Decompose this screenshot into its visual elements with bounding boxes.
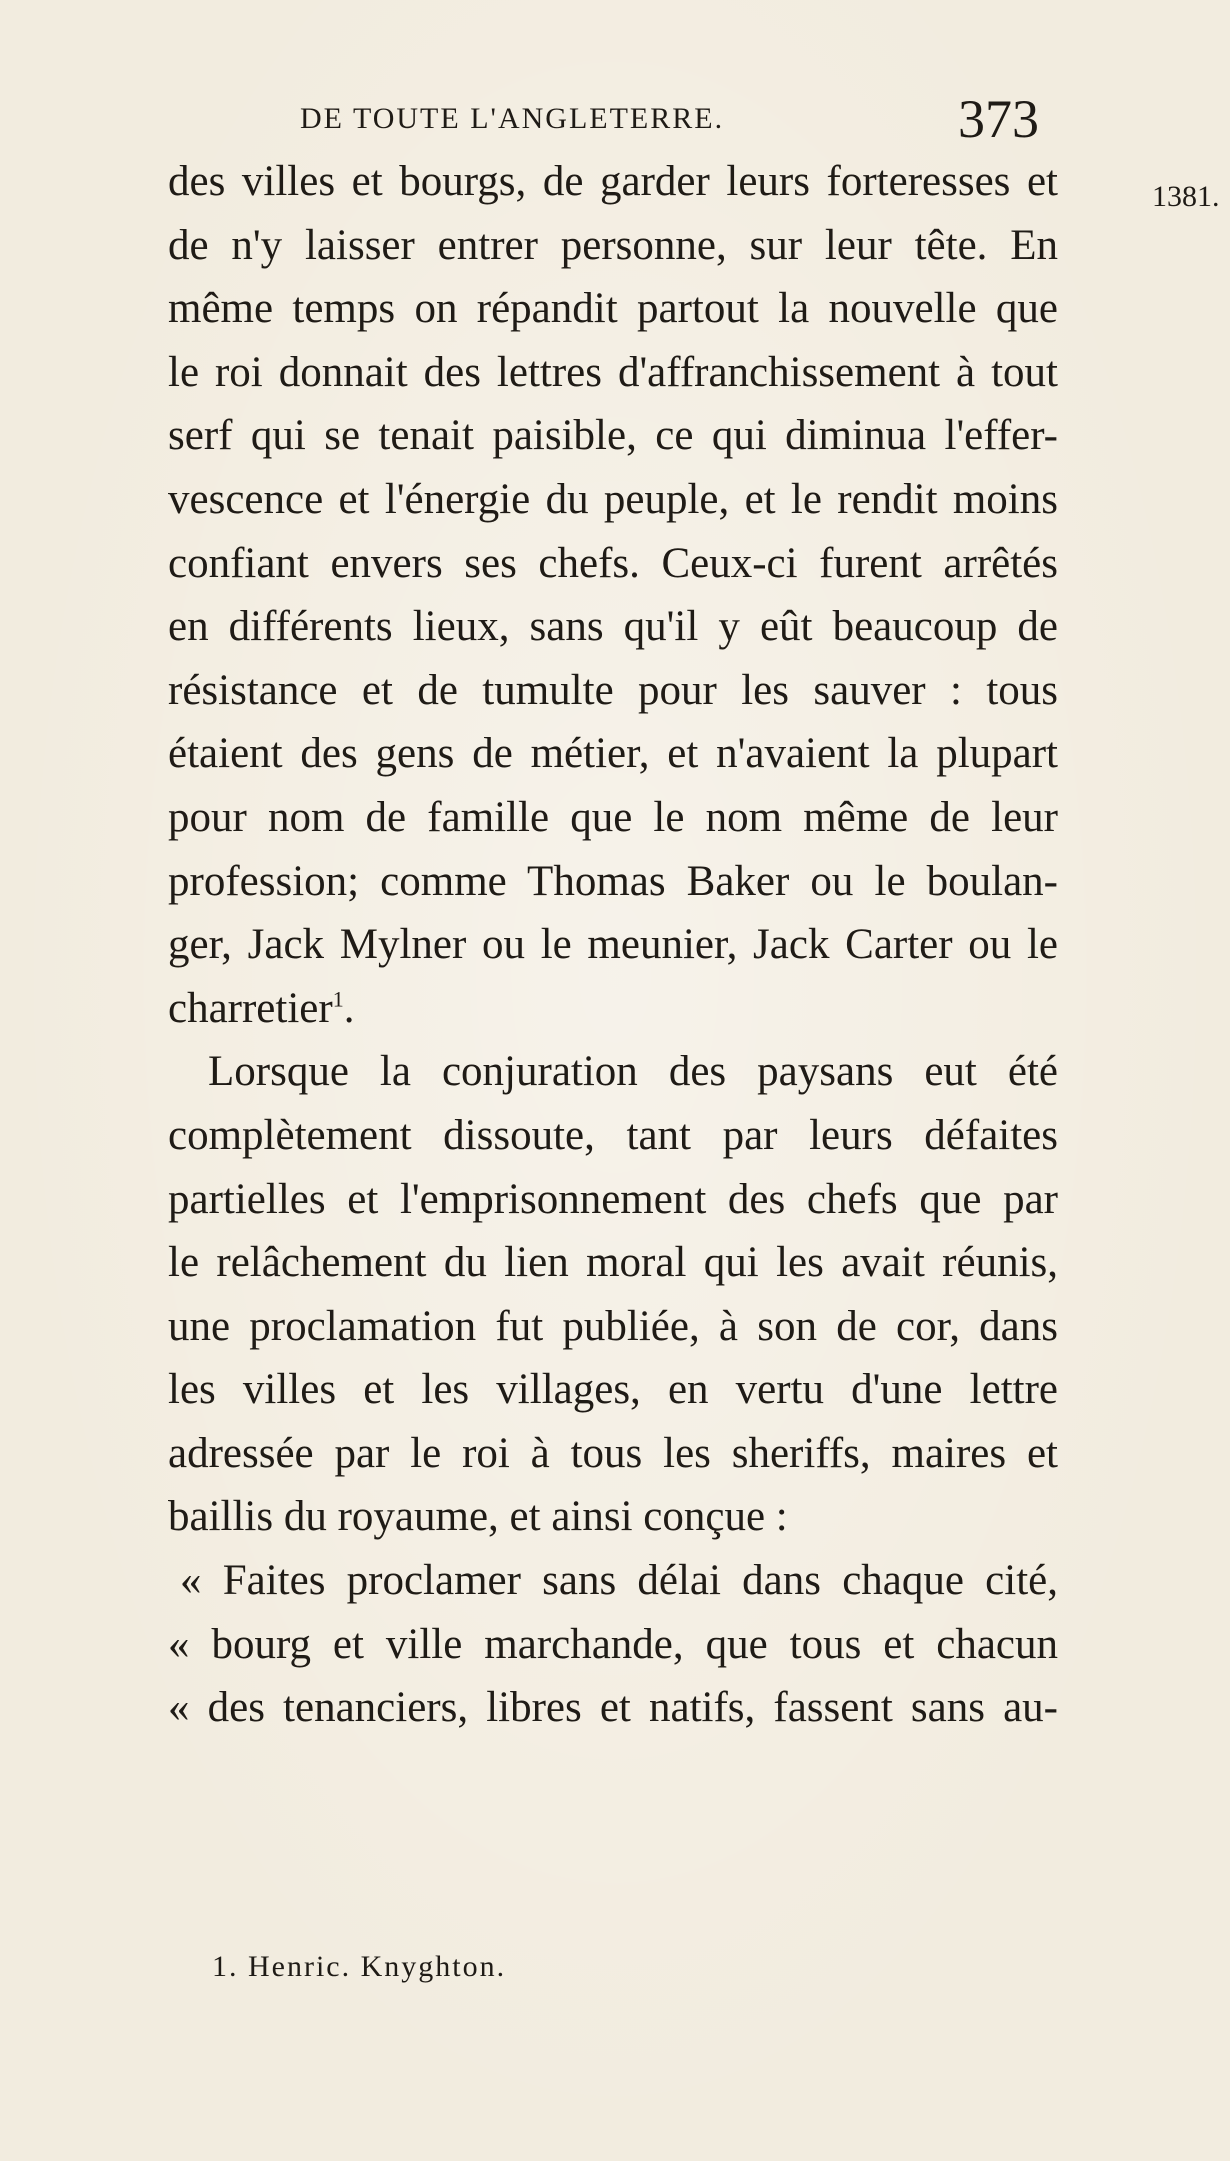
text-line-23: « Faites proclamer sans délai dans chaque cité, [180, 1557, 1058, 1605]
footnote-reference[interactable]: 1 [332, 986, 344, 1012]
text-line-11: pour nom de famille que le nom même de leur [168, 793, 1058, 841]
text-line-19: une proclamation fut publiée, à son de cor, dans [168, 1302, 1058, 1350]
text-line-17: partielles et l'emprisonnement des chefs que par [168, 1175, 1058, 1223]
text-line-8: en différents lieux, sans qu'il y eût beaucoup de [168, 603, 1058, 651]
text-line-13: ger, Jack Mylner ou le meunier, Jack Carter ou le [168, 921, 1058, 969]
text-line-7: confiant envers ses chefs. Ceux-ci furent arrêtés [168, 539, 1058, 587]
text-line-14 [168, 977, 1058, 1041]
text-line-25: « des tenanciers, libres et natifs, fassent sans au- [168, 1684, 1058, 1732]
text-line-4: le roi donnait des lettres d'affranchissement à tout [168, 348, 1058, 396]
text-line-20: les villes et les villages, en vertu d'une lettre [168, 1366, 1058, 1414]
page-number: 373 [958, 89, 1039, 149]
text-line-3: même temps on répandit partout la nouvelle que [168, 285, 1058, 333]
text-line-24: « bourg et ville marchande, que tous et chacun [168, 1620, 1058, 1668]
text-line-16: complètement dissoute, tant par leurs défaites [168, 1111, 1058, 1159]
text-line-10: étaient des gens de métier, et n'avaient la plupart [168, 730, 1058, 778]
text-line-15: Lorsque la conjuration des paysans eut été [208, 1048, 1058, 1096]
margin-date-note: 1381. [1152, 180, 1220, 213]
text-line-2: de n'y laisser entrer personne, sur leur tête. En [168, 221, 1058, 269]
text-line-22: baillis du royaume, et ainsi conçue : [168, 1493, 788, 1541]
text-line-21: adressée par le roi à tous les sheriffs, maires et [168, 1429, 1058, 1477]
text-line-1: des villes et bourgs, de garder leurs forteresses et [168, 158, 1058, 205]
text-line-12: profession; comme Thomas Baker ou le boulan- [168, 857, 1058, 905]
running-title: DE TOUTE L'ANGLETERRE. [300, 102, 725, 135]
text-line-6: vescence et l'énergie du peuple, et le rendit moins [168, 475, 1058, 523]
text-line-9: résistance et de tumulte pour les sauver : tous [168, 666, 1058, 714]
paragraph-end-period: . [343, 984, 355, 1032]
paragraph-end-text: charretier [168, 984, 333, 1032]
footnote: 1. Henric. Knyghton. [212, 1950, 507, 1983]
body-text [168, 150, 1058, 1740]
text-line-18: le relâchement du lien moral qui les avait réunis, [168, 1239, 1058, 1287]
text-line-5: serf qui se tenait paisible, ce qui diminua l'effer- [168, 412, 1058, 460]
